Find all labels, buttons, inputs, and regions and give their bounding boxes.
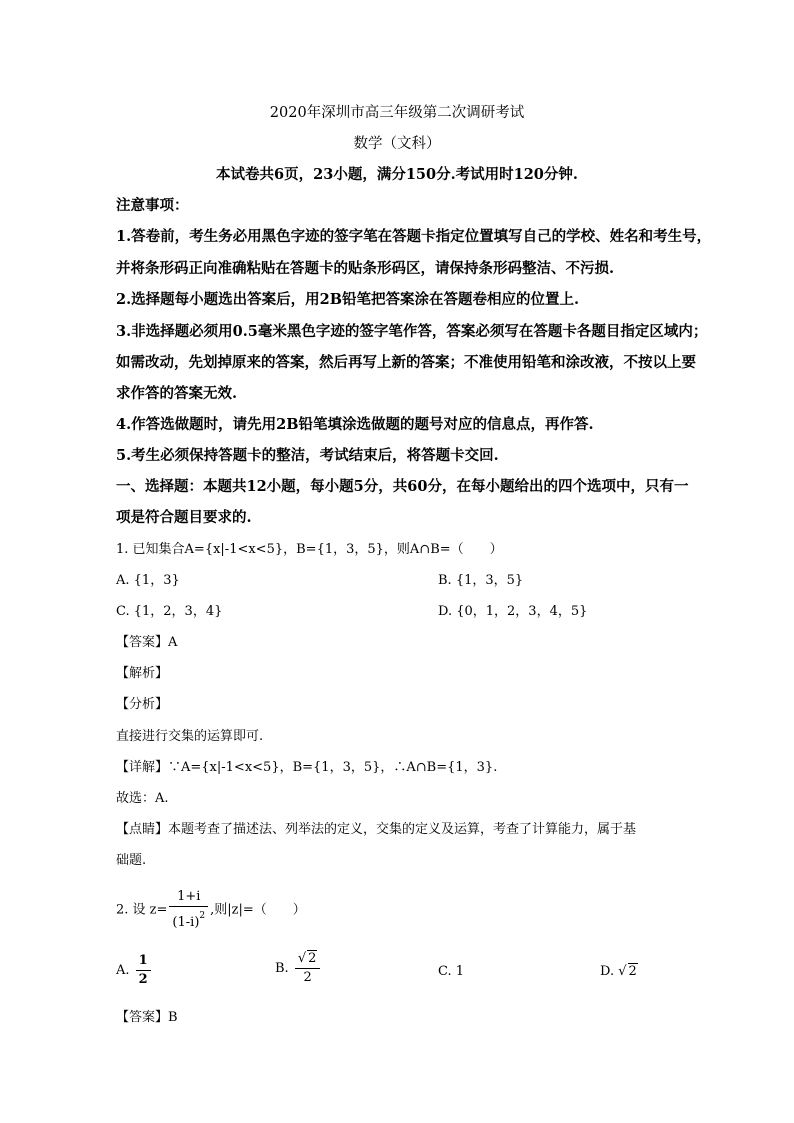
note-line: 求作答的答案无效.	[116, 385, 238, 402]
question-1-analysis: 直接进行交集的运算即可.	[116, 729, 264, 744]
fraction-denominator: 2	[138, 972, 148, 987]
question-2-answer: 【答案】B	[116, 1010, 178, 1025]
question-1-option-a: A. {1，3}	[116, 573, 180, 588]
exam-subtitle: 数学（文科）	[353, 136, 441, 152]
section-heading-cont: 项是符合题目要求的.	[116, 509, 252, 526]
question-2-stem-suffix: ,则|z|=（ ）	[210, 902, 306, 918]
fraction-numerator: 1+i	[169, 888, 208, 907]
note-line: 5.考生必须保持答题卡的整洁，考试结束后，将答题卡交回.	[116, 447, 499, 464]
question-1-jiexi-label: 【解析】	[116, 666, 169, 681]
fraction	[295, 950, 321, 987]
question-1-choose: 故选：A.	[116, 791, 169, 806]
section-heading: 一、选择题：本题共12小题，每小题5分，共60分，在每小题给出的四个选项中，只有一	[116, 478, 689, 495]
fraction	[136, 952, 151, 989]
sqrt-symbol: √	[618, 964, 627, 979]
option-label: A.	[116, 963, 130, 978]
fraction-denominator-base: (1-i)	[172, 915, 200, 930]
question-2-stem	[116, 888, 306, 932]
question-1-detail: 【详解】∵A={x|-1<x<5}，B={1，3，5}，∴A∩B={1，3}.	[116, 760, 498, 775]
fraction-denominator-exponent: 2	[199, 911, 206, 921]
fraction-denominator	[169, 907, 208, 932]
radicand: 2	[308, 951, 317, 966]
question-1-stem: 1. 已知集合A={x|-1<x<5}，B={1，3，5}，则A∩B=（ ）	[116, 542, 503, 557]
exam-info: 本试卷共6页，23小题，满分150分.考试用时120分钟.	[216, 166, 578, 183]
notes-heading: 注意事项：	[116, 197, 189, 214]
question-1-comment: 【点睛】本题考查了描述法、列举法的定义，交集的定义及运算，考查了计算能力，属于基	[116, 822, 637, 837]
question-1-answer: 【答案】A	[116, 635, 178, 650]
question-2-option-c: C. 1	[438, 964, 465, 979]
note-line: 3.非选择题必须用0.5毫米黑色字迹的签字笔作答，答案必须写在答题卡各题目指定区域内；	[116, 323, 708, 340]
question-1-option-c: C. {1，2，3，4}	[116, 604, 223, 619]
option-label: D.	[600, 964, 615, 979]
fraction-numerator: √ 2	[295, 950, 321, 969]
question-2-stem-prefix: 2. 设 z=	[116, 902, 168, 918]
radicand: 2	[628, 964, 637, 979]
fraction-denominator: 2	[303, 970, 312, 985]
question-1-option-d: D. {0，1，2，3，4，5}	[438, 604, 588, 619]
note-line: 4.作答选做题时，请先用2B铅笔填涂选做题的题号对应的信息点，再作答.	[116, 416, 594, 433]
question-2-option-a	[116, 952, 153, 989]
note-line: 如需改动，先划掉原来的答案，然后再写上新的答案；不准使用铅笔和涂改液，不按以上要	[116, 354, 696, 371]
exam-title: 2020年深圳市高三年级第二次调研考试	[269, 105, 525, 121]
note-line: 2.选择题每小题选出答案后，用2B铅笔把答案涂在答题卷相应的位置上.	[116, 291, 580, 308]
question-2-option-b	[275, 950, 322, 987]
question-1-comment-cont: 础题.	[116, 853, 147, 868]
question-1-option-b: B. {1，3，5}	[438, 573, 524, 588]
note-line: 1.答卷前，考生务必用黑色字迹的签字笔在答题卡指定位置填写自己的学校、姓名和考生号，	[116, 228, 712, 245]
note-line: 并将条形码正向准确粘贴在答题卡的贴条形码区，请保持条形码整洁、不污损.	[116, 260, 615, 277]
question-1-fenxi-label: 【分析】	[116, 697, 169, 712]
fraction-numerator: 1	[136, 952, 151, 971]
fraction	[169, 888, 208, 932]
question-2-option-d	[600, 962, 638, 982]
option-label: B.	[275, 961, 289, 976]
